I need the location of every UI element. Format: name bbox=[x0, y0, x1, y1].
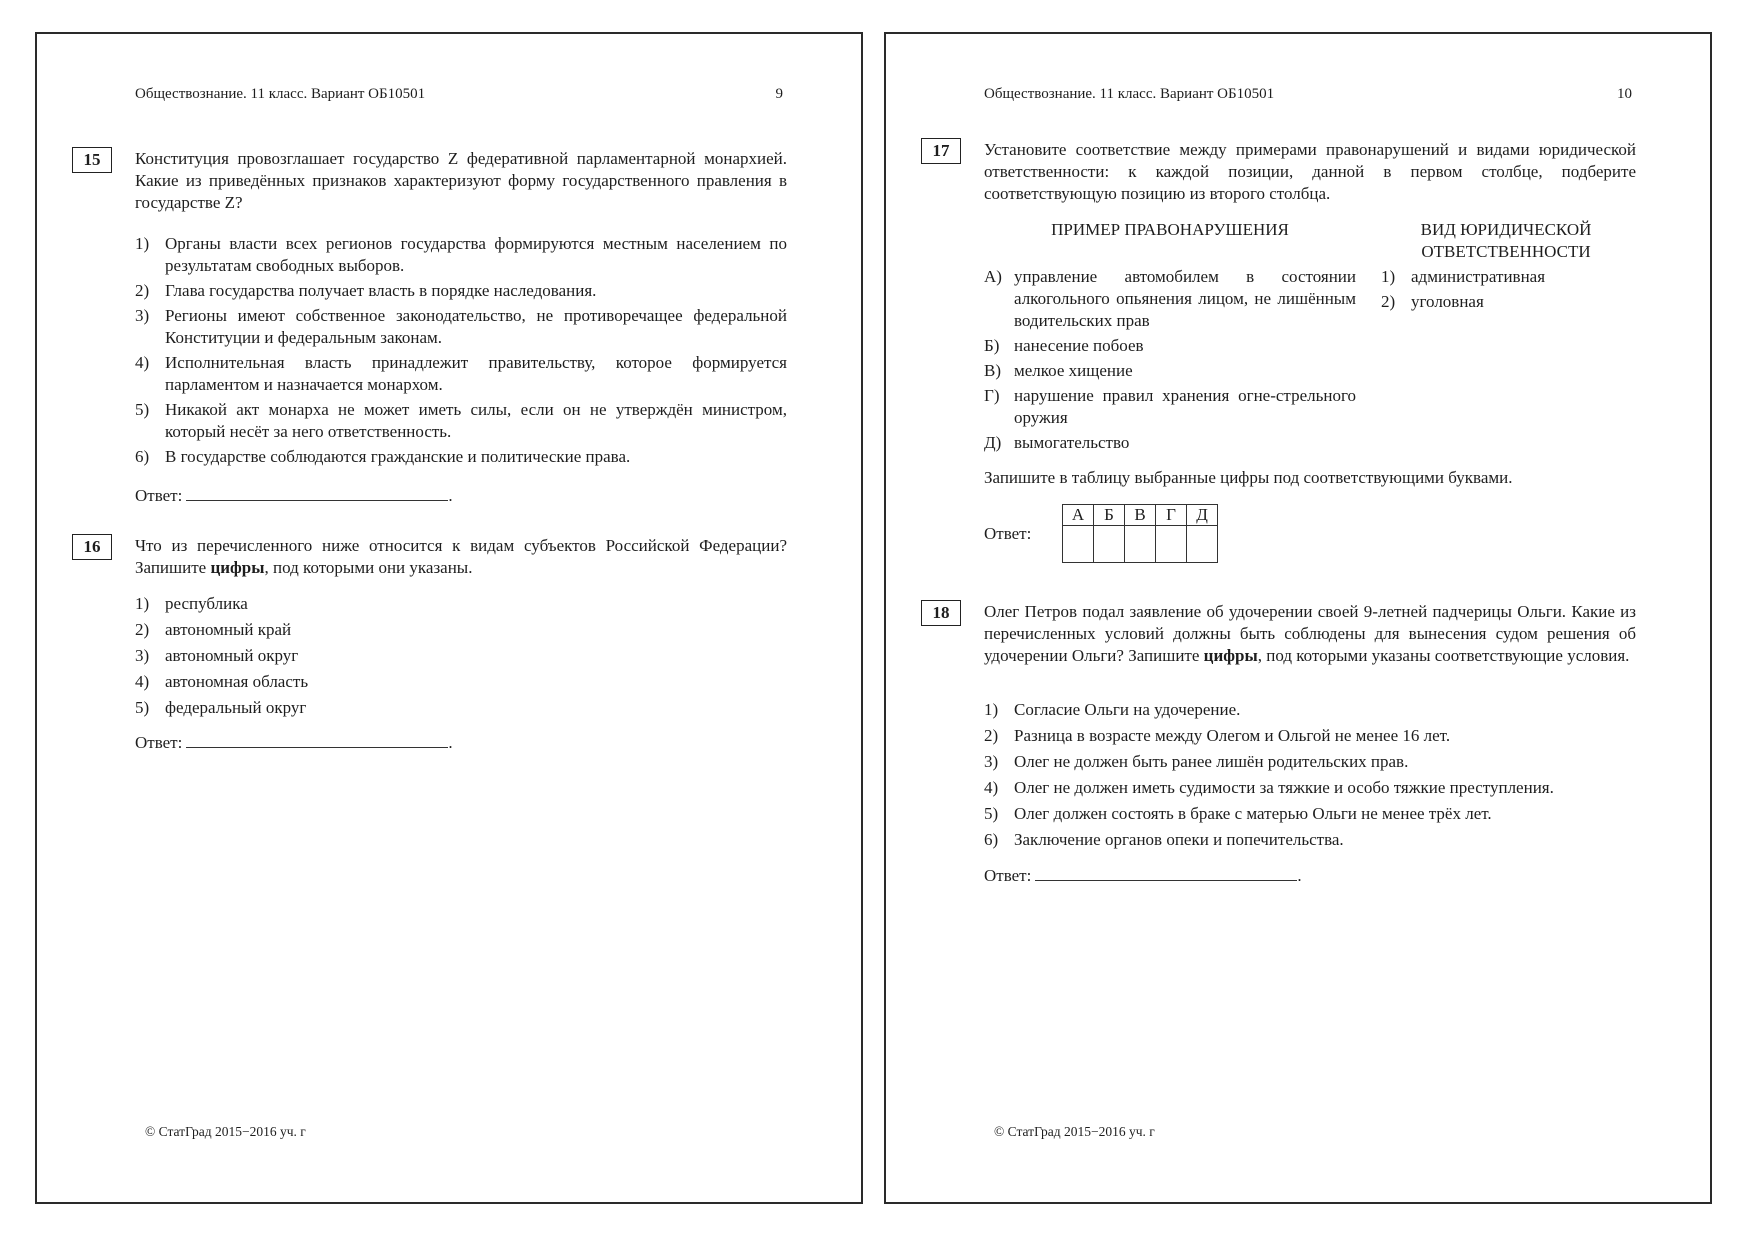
answer-table-header-b: Б bbox=[1094, 505, 1125, 526]
option-1: 1) Согласие Ольги на удочерение. bbox=[984, 700, 1241, 719]
option-a: А) управление автомобилем в состоянии алкогольного опьянения лицом, не лишённым водительских прав bbox=[984, 267, 1356, 330]
header-title: Обществознание. 11 класс. Вариант ОБ10501 bbox=[135, 86, 426, 102]
question-18-answer: Ответ: . bbox=[984, 866, 1302, 885]
option-5: 5) Олег должен состоять в браке с матерью Ольги не менее трёх лет. bbox=[984, 804, 1492, 823]
answer-label: Ответ: bbox=[135, 733, 183, 752]
question-17-text: Установите соответствие между примерами правонарушений и видами юридической ответственности: к каждой позиции, данной в первом столбце, подберите соответствующую позицию из второго столбца. bbox=[984, 140, 1636, 203]
question-15-options bbox=[135, 233, 787, 468]
option-5: 5) Никакой акт монарха не может иметь силы, если он не утверждён министром, который несёт за него ответственность. bbox=[135, 400, 787, 441]
option-2: 2) Разница в возрасте между Олегом и Ольгой не менее 16 лет. bbox=[984, 726, 1451, 745]
header-title: Обществознание. 11 класс. Вариант ОБ10501 bbox=[984, 86, 1275, 102]
answer-line[interactable] bbox=[1035, 864, 1297, 881]
answer-table-header-v: В bbox=[1125, 505, 1156, 526]
page-header bbox=[984, 86, 1632, 103]
answer-table-input-row bbox=[1063, 526, 1218, 563]
page-number: 9 bbox=[775, 86, 783, 102]
answer-table-header-a: А bbox=[1063, 505, 1094, 526]
left-page bbox=[35, 32, 863, 1204]
answer-label: Ответ: bbox=[984, 866, 1032, 885]
option-1: 1) республика bbox=[135, 594, 248, 613]
answer-table-header-d: Д bbox=[1187, 505, 1218, 526]
answer-cell-a[interactable] bbox=[1063, 526, 1094, 563]
option-d: Д) вымогательство bbox=[984, 433, 1130, 452]
option-2: 2) Глава государства получает власть в порядке наследования. bbox=[135, 281, 597, 300]
option-5: 5) федеральный округ bbox=[135, 698, 307, 717]
option-3: 3) Олег не должен быть ранее лишён родительских прав. bbox=[984, 752, 1409, 771]
question-17-answer-table bbox=[1062, 504, 1218, 563]
option-1: 1) административная bbox=[1381, 267, 1546, 286]
question-16-options bbox=[135, 593, 787, 719]
option-3: 3) автономный округ bbox=[135, 646, 299, 665]
page-header bbox=[135, 86, 783, 103]
answer-line[interactable] bbox=[186, 731, 448, 748]
question-17-instruction: Запишите в таблицу выбранные цифры под соответствующими буквами. bbox=[984, 468, 1513, 487]
question-18-options bbox=[984, 699, 1636, 851]
footer-copyright: © СтатГрад 2015−2016 уч. г bbox=[145, 1124, 306, 1139]
question-17-right-options bbox=[1381, 266, 1631, 316]
option-4: 4) автономная область bbox=[135, 672, 309, 691]
answer-table-header-g: Г bbox=[1156, 505, 1187, 526]
answer-cell-b[interactable] bbox=[1094, 526, 1125, 563]
option-6: 6) В государстве соблюдаются гражданские и политические права. bbox=[135, 447, 631, 466]
answer-table-header-row bbox=[1063, 505, 1218, 526]
option-4: 4) Исполнительная власть принадлежит правительству, которое формируется парламентом и назначается монархом. bbox=[135, 353, 787, 394]
right-page bbox=[884, 32, 1712, 1204]
answer-label: Ответ: bbox=[135, 486, 183, 505]
question-15-number: 15 bbox=[72, 147, 112, 173]
question-18-number: 18 bbox=[921, 600, 961, 626]
page-number: 10 bbox=[1617, 86, 1632, 102]
option-4: 4) Олег не должен иметь судимости за тяжкие и особо тяжкие преступления. bbox=[984, 778, 1554, 797]
option-b: Б) нанесение побоев bbox=[984, 336, 1144, 355]
question-17-left-options bbox=[984, 266, 1356, 456]
question-15-answer: Ответ: . bbox=[135, 486, 453, 505]
option-v: В) мелкое хищение bbox=[984, 361, 1133, 380]
question-16-text: Что из перечисленного ниже относится к видам субъектов Российской Федерации? Запишите цифры, под которыми они указаны. bbox=[135, 536, 787, 577]
option-2: 2) автономный край bbox=[135, 620, 292, 639]
answer-line[interactable] bbox=[186, 484, 448, 501]
answer-cell-g[interactable] bbox=[1156, 526, 1187, 563]
column-header-responsibility: ВИД ЮРИДИЧЕСКОЙ ОТВЕТСТВЕННОСТИ bbox=[1420, 220, 1592, 261]
option-g: Г) нарушение правил хранения огне-стрельного оружия bbox=[984, 386, 1356, 427]
question-16-number: 16 bbox=[72, 534, 112, 560]
option-1: 1) Органы власти всех регионов государства формируются местным населением по результатам свободных выборов. bbox=[135, 234, 787, 275]
column-header-examples: ПРИМЕР ПРАВОНАРУШЕНИЯ bbox=[1051, 220, 1289, 239]
question-15-text: Конституция провозглашает государство Z федеративной парламентарной монархией. Какие из приведённых признаков характеризуют форму государственного правления в государстве Z? bbox=[135, 149, 787, 212]
answer-cell-d[interactable] bbox=[1187, 526, 1218, 563]
option-3: 3) Регионы имеют собственное законодательство, не противоречащее федеральной Конституции и федеральным законам. bbox=[135, 306, 787, 347]
question-17-answer-label: Ответ: bbox=[984, 524, 1032, 543]
question-17-number: 17 bbox=[921, 138, 961, 164]
question-16-answer: Ответ: . bbox=[135, 733, 453, 752]
question-18-text: Олег Петров подал заявление об удочерении своей 9-летней падчерицы Ольги. Какие из перечисленных условий должны быть соблюдены для вынесения судом решения об удочерении Ольги? Запишите цифры, под которыми указаны соответствующие условия. bbox=[984, 602, 1636, 665]
option-6: 6) Заключение органов опеки и попечительства. bbox=[984, 830, 1344, 849]
answer-cell-v[interactable] bbox=[1125, 526, 1156, 563]
footer-copyright: © СтатГрад 2015−2016 уч. г bbox=[994, 1124, 1155, 1139]
option-2: 2) уголовная bbox=[1381, 292, 1484, 311]
